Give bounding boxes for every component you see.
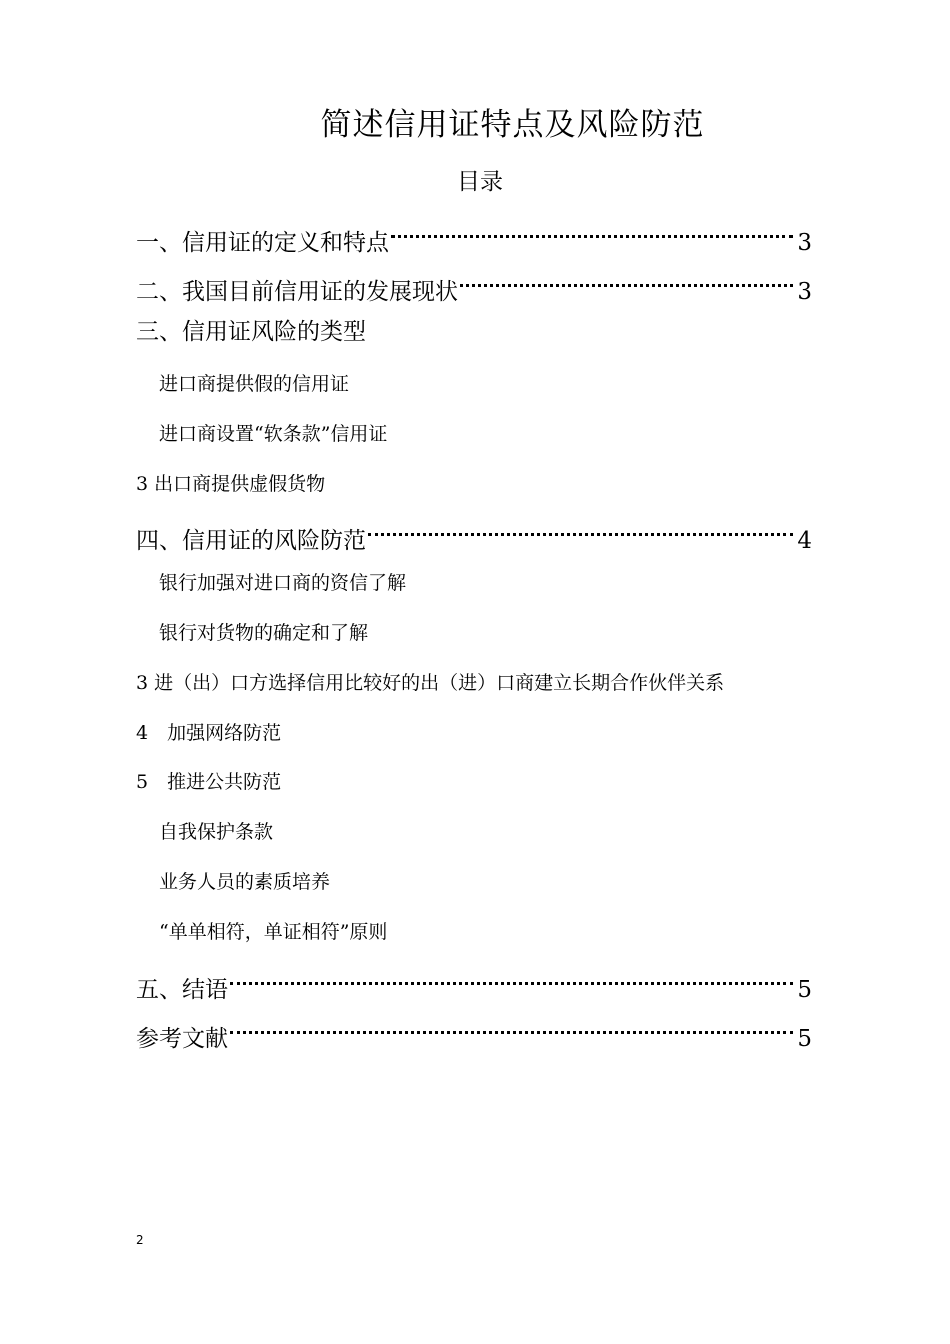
toc-subentry-text: 银行加强对进口商的资信了解: [159, 572, 407, 594]
toc-subentry[interactable]: [136, 668, 812, 698]
toc-leader-dots: [458, 265, 795, 299]
toc-subentry[interactable]: [136, 419, 812, 449]
toc-subentry[interactable]: [136, 817, 812, 847]
toc-leader-dots: [366, 514, 795, 548]
toc-subentry-text: 进口商提供假的信用证: [159, 373, 350, 395]
toc-entry[interactable]: [136, 315, 812, 349]
toc-subentry[interactable]: [136, 369, 812, 399]
page-number: 2: [136, 1233, 144, 1247]
toc-entry-text: 二、我国目前信用证的发展现状: [136, 279, 458, 305]
toc-subentry[interactable]: [136, 718, 812, 748]
toc-subentry-text: “单单相符，单证相符”原则: [159, 921, 388, 943]
toc-page-number: 4: [797, 528, 812, 554]
toc-entry[interactable]: [136, 963, 812, 1003]
toc-page-number: 3: [797, 230, 812, 256]
toc-entry[interactable]: [136, 216, 812, 256]
toc-entry-text: 三、信用证风险的类型: [136, 319, 366, 345]
toc-subentry-text: 3 进（出）口方选择信用比较好的出（进）口商建立长期合作伙伴关系: [136, 672, 725, 694]
toc-page-number: 3: [797, 279, 812, 305]
toc-subentry[interactable]: [136, 469, 812, 499]
toc-page-number: 5: [797, 977, 812, 1003]
toc-subentry[interactable]: [136, 618, 812, 648]
toc-subentry[interactable]: [136, 917, 812, 947]
toc-subentry[interactable]: [136, 767, 812, 797]
toc-entry[interactable]: [136, 514, 812, 554]
toc-subentry-text: 业务人员的素质培养: [159, 871, 331, 893]
toc-subentry-text: 4 加强网络防范: [136, 722, 282, 744]
toc-subentry-text: 进口商设置“软条款”信用证: [159, 423, 388, 445]
toc-entry-text: 五、结语: [136, 977, 228, 1003]
toc-subentry[interactable]: [136, 867, 812, 897]
toc-leader-dots: [389, 216, 795, 250]
toc-page-number: 5: [797, 1026, 812, 1052]
toc-leader-dots: [228, 963, 795, 997]
toc-entry-text: 一、信用证的定义和特点: [136, 230, 389, 256]
toc-heading: 目录: [457, 169, 503, 195]
toc-entry-text: 参考文献: [136, 1026, 228, 1052]
toc-subentry-text: 5 推进公共防范: [136, 771, 282, 793]
toc-subentry[interactable]: [136, 568, 812, 598]
toc-subentry-text: 自我保护条款: [159, 821, 274, 843]
document-title: 简述信用证特点及风险防范: [320, 107, 705, 143]
toc-leader-dots: [228, 1012, 795, 1046]
toc-entry-text: 四、信用证的风险防范: [136, 528, 366, 554]
toc-entry[interactable]: [136, 1012, 812, 1052]
toc-subentry-text: 3 出口商提供虚假货物: [136, 473, 326, 495]
toc-subentry-text: 银行对货物的确定和了解: [159, 622, 369, 644]
toc-entry[interactable]: [136, 265, 812, 305]
